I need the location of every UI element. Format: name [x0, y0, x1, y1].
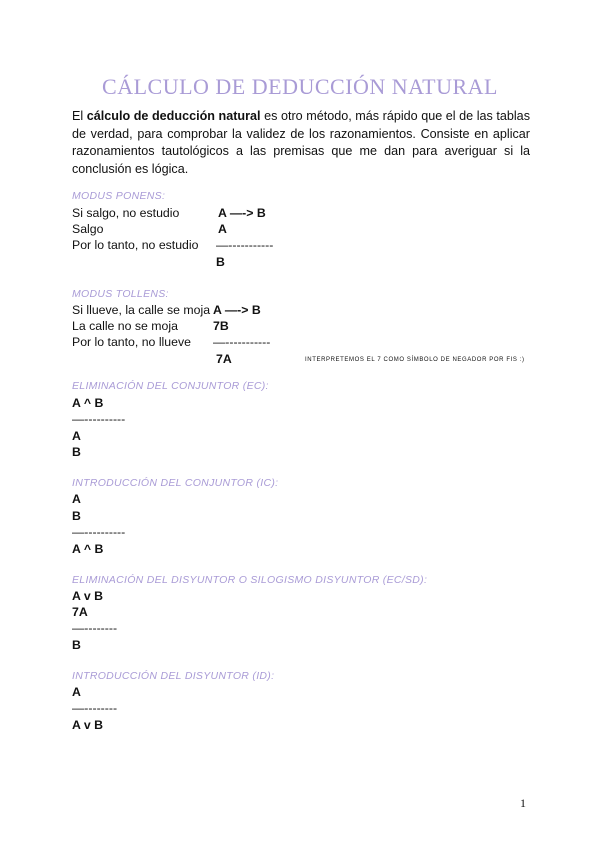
ec-premise-1: A ^ B: [72, 396, 104, 410]
mp-line-2: Salgo: [72, 222, 104, 236]
ecsd-heading: ELIMINACIÓN DEL DISYUNTOR O SILOGISMO DISYUNTOR (EC/SD):: [72, 574, 428, 586]
ecsd-conclusion: B: [72, 638, 81, 652]
mp-line-3: Por lo tanto, no estudio: [72, 238, 199, 252]
intro-text-start: El: [72, 109, 87, 123]
mt-line-3: Por lo tanto, no llueve: [72, 335, 191, 349]
ec-conclusion-1: A: [72, 429, 81, 443]
ec-separator: —----------: [72, 412, 126, 426]
intro-bold-term: cálculo de deducción natural: [86, 109, 261, 123]
mp-formula-1: A —-> B: [218, 206, 266, 220]
ecsd-premise-2: 7A: [72, 605, 88, 619]
mp-formula-2: A: [218, 222, 227, 236]
ec-conclusion-2: B: [72, 445, 81, 459]
modus-ponens-heading: MODUS PONENS:: [72, 190, 166, 202]
mt-formula-1: A —-> B: [213, 303, 261, 317]
modus-tollens-heading: MODUS TOLLENS:: [72, 288, 169, 300]
intro-text-rest: es otro método, más rápido que el de las tablas de verdad, para comprobar la validez de los razonamientos. Consiste en aplicar razonamientos tautológicos a las premisas que me dan para averiguar si la conclusión es lógica.: [72, 109, 530, 176]
mt-line-1: Si llueve, la calle se moja: [72, 303, 211, 317]
mt-separator: —-----------: [213, 335, 271, 349]
ic-separator: —----------: [72, 525, 126, 539]
ic-heading: INTRODUCCIÓN DEL CONJUNTOR (IC):: [72, 477, 279, 489]
mt-formula-2: 7B: [213, 319, 229, 333]
id-heading: INTRODUCCIÓN DEL DISYUNTOR (ID):: [72, 670, 275, 682]
page-number: 1: [520, 796, 526, 810]
mt-line-2: La calle no se moja: [72, 319, 178, 333]
ic-conclusion: A ^ B: [72, 542, 104, 556]
negator-note: INTERPRETEMOS EL 7 COMO SÍMBOLO DE NEGADOR POR FIS :): [305, 357, 525, 363]
id-separator: —--------: [72, 701, 118, 715]
mp-separator: —-----------: [216, 238, 274, 252]
mp-conclusion: B: [216, 255, 225, 269]
id-premise-1: A: [72, 685, 81, 699]
ic-premise-2: B: [72, 509, 81, 523]
intro-paragraph: [72, 108, 530, 178]
ecsd-separator: —--------: [72, 621, 118, 635]
ecsd-premise-1: A v B: [72, 589, 103, 603]
page-title: CÁLCULO DE DEDUCCIÓN NATURAL: [102, 74, 498, 99]
id-conclusion: A v B: [72, 718, 103, 732]
mt-conclusion: 7A: [216, 352, 232, 366]
ec-heading: ELIMINACIÓN DEL CONJUNTOR (EC):: [72, 380, 269, 392]
ic-premise-1: A: [72, 492, 81, 506]
mp-line-1: Si salgo, no estudio: [72, 206, 180, 220]
